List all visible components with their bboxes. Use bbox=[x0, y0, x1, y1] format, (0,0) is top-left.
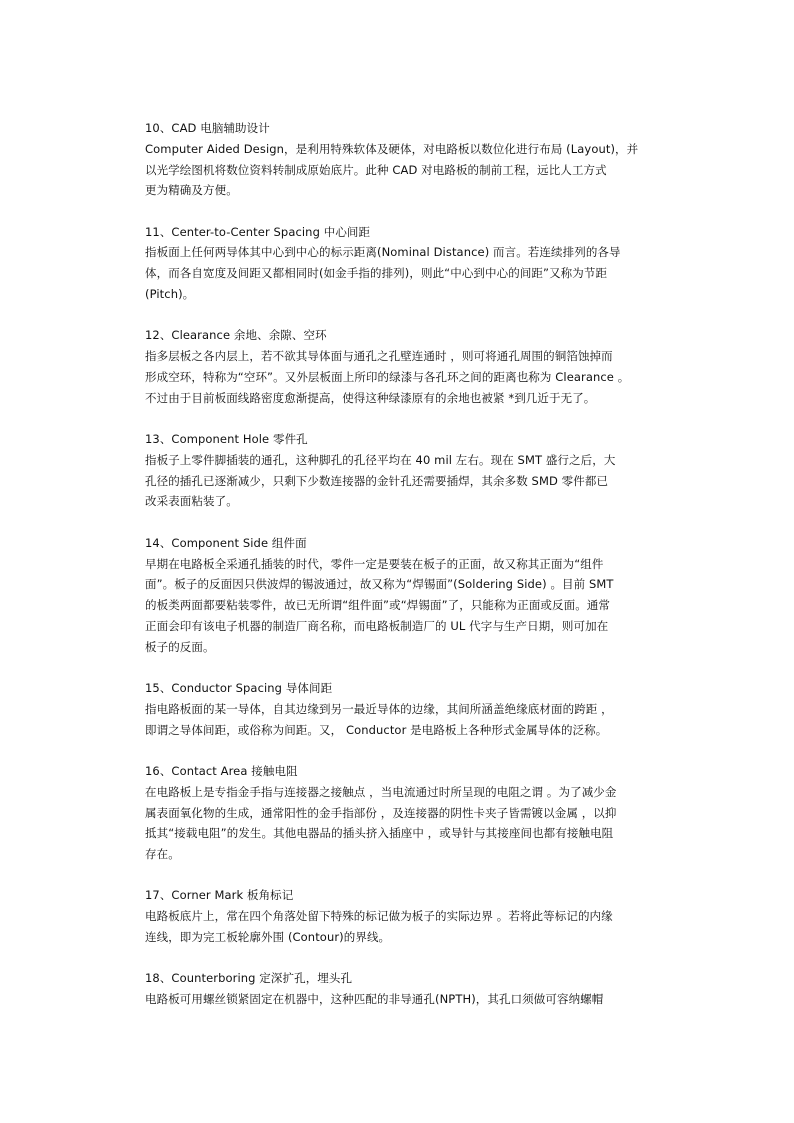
entry-text-line: 指多层板之各内层上，若不欲其导体面与通孔之孔壁连通时 ，则可将通孔周围的铜箔蚀掉而 bbox=[145, 349, 613, 364]
entry-text-line: 存在。 bbox=[145, 847, 180, 862]
entry-text-line: 形成空环，特称为“空环”。又外层板面上所印的绿漆与各孔环之间的距离也称为 Clearance 。 bbox=[145, 369, 630, 384]
glossary-entry bbox=[145, 325, 685, 408]
entry-text-line: 指电路板面的某一导体，自其边缘到另一最近导体的边缘，其间所涵盖绝缘底材面的跨距 ， bbox=[145, 701, 613, 716]
entry-heading: 15、Conductor Spacing 导体间距 bbox=[145, 681, 333, 696]
glossary-entry bbox=[145, 968, 685, 1010]
entry-text-line: 抵其“接载电阻”的发生。其他电器品的插头挤入插座中 ，或导针与其接座间也都有接触电阻 bbox=[145, 826, 614, 841]
entry-heading: 10、CAD 电脑辅助设计 bbox=[145, 121, 270, 135]
glossary-entry bbox=[145, 885, 685, 947]
entry-heading: 13、Component Hole 零件孔 bbox=[145, 432, 308, 447]
entry-text-line: 在电路板上是专指金手指与连接器之接触点 ，当电流通过时所呈现的电阻之谓 。为了减少金 bbox=[145, 784, 617, 799]
entry-text-line: 更为精确及方便。 bbox=[145, 183, 238, 198]
entry-heading: 14、Component Side 组件面 bbox=[145, 535, 307, 550]
entry-text-line: 不过由于目前板面线路密度愈渐提高，使得这种绿漆原有的余地也被紧 *到几近于无了。 bbox=[145, 390, 596, 405]
glossary-entry bbox=[145, 533, 685, 658]
entry-text-line: 属表面氧化物的生成，通常阳性的金手指部份 ，及连接器的阴性卡夹子皆需镀以金属 ，以抑 bbox=[145, 805, 617, 820]
entry-text-line: 的板类两面都要粘装零件，故已无所谓“组件面”或“焊锡面”了，只能称为正面或反面。通常 bbox=[145, 598, 611, 613]
entry-text-line: (Pitch)。 bbox=[145, 287, 195, 302]
entry-text-line: 电路板底片上，常在四个角落处留下特殊的标记做为板子的实际边界 。若将此等标记的内缘 bbox=[145, 909, 613, 924]
entry-text-line: 电路板可用螺丝锁紧固定在机器中，这种匹配的非导通孔(NPTH)，其孔口须做可容纳螺帽 bbox=[145, 992, 604, 1007]
glossary-entry bbox=[145, 761, 685, 865]
glossary-entry bbox=[145, 118, 685, 201]
entry-text-line: Computer Aided Design，是利用特殊软体及硬体，对电路板以数位化进行布局 (Layout)，并 bbox=[145, 141, 639, 156]
entry-text-line: 指板子上零件脚插装的通孔，这种脚孔的孔径平均在 40 mil 左右。现在 SMT 盛行之后，大 bbox=[145, 452, 616, 467]
glossary-entry bbox=[145, 429, 685, 512]
entry-text-line: 以光学绘图机将数位资料转制成原始底片。此种 CAD 对电路板的制前工程，远比人工方式 bbox=[145, 162, 607, 177]
entry-text-line: 指板面上任何两导体其中心到中心的标示距离(Nominal Distance) 而言。若连续排列的各导 bbox=[145, 245, 621, 260]
entry-heading: 17、Corner Mark 板角标记 bbox=[145, 888, 294, 903]
entry-text-line: 连线，即为完工板轮廓外围 (Contour)的界线。 bbox=[145, 930, 391, 944]
entry-text-line: 体，而各自宽度及间距又都相同时(如金手指的排列)，则此“中心到中心的间距”又称为节距 bbox=[145, 266, 608, 281]
entry-text-line: 改采表面粘装了。 bbox=[145, 494, 238, 509]
entry-text-line: 正面会印有该电子机器的制造厂商名称，而电路板制造厂的 UL 代字与生产日期，则可加在 bbox=[145, 618, 609, 633]
entry-heading: 18、Counterboring 定深扩孔，埋头孔 bbox=[145, 971, 353, 986]
entry-text-line: 板子的反面。 bbox=[145, 639, 215, 654]
entry-text-line: 面”。板子的反面因只供波焊的锡波通过，故又称为“焊锡面”(Soldering Side) 。目前 SMT bbox=[145, 577, 614, 592]
entry-text-line: 孔径的插孔已逐渐减少，只剩下少数连接器的金针孔还需要插焊，其余多数 SMD 零件都已 bbox=[145, 473, 609, 488]
glossary-entry bbox=[145, 222, 685, 305]
entry-text-line: 即谓之导体间距，或俗称为间距。又， Conductor 是电路板上各种形式金属导体的泛称。 bbox=[145, 722, 608, 737]
glossary-entry bbox=[145, 678, 685, 740]
entry-heading: 12、Clearance 余地、余隙、空环 bbox=[145, 328, 327, 343]
document-body bbox=[145, 118, 685, 1030]
entry-text-line: 早期在电路板全采通孔插装的时代，零件一定是要装在板子的正面，故又称其正面为“组件 bbox=[145, 556, 604, 571]
entry-heading: 11、Center-to-Center Spacing 中心间距 bbox=[145, 224, 371, 239]
entry-heading: 16、Contact Area 接触电阻 bbox=[145, 763, 298, 778]
